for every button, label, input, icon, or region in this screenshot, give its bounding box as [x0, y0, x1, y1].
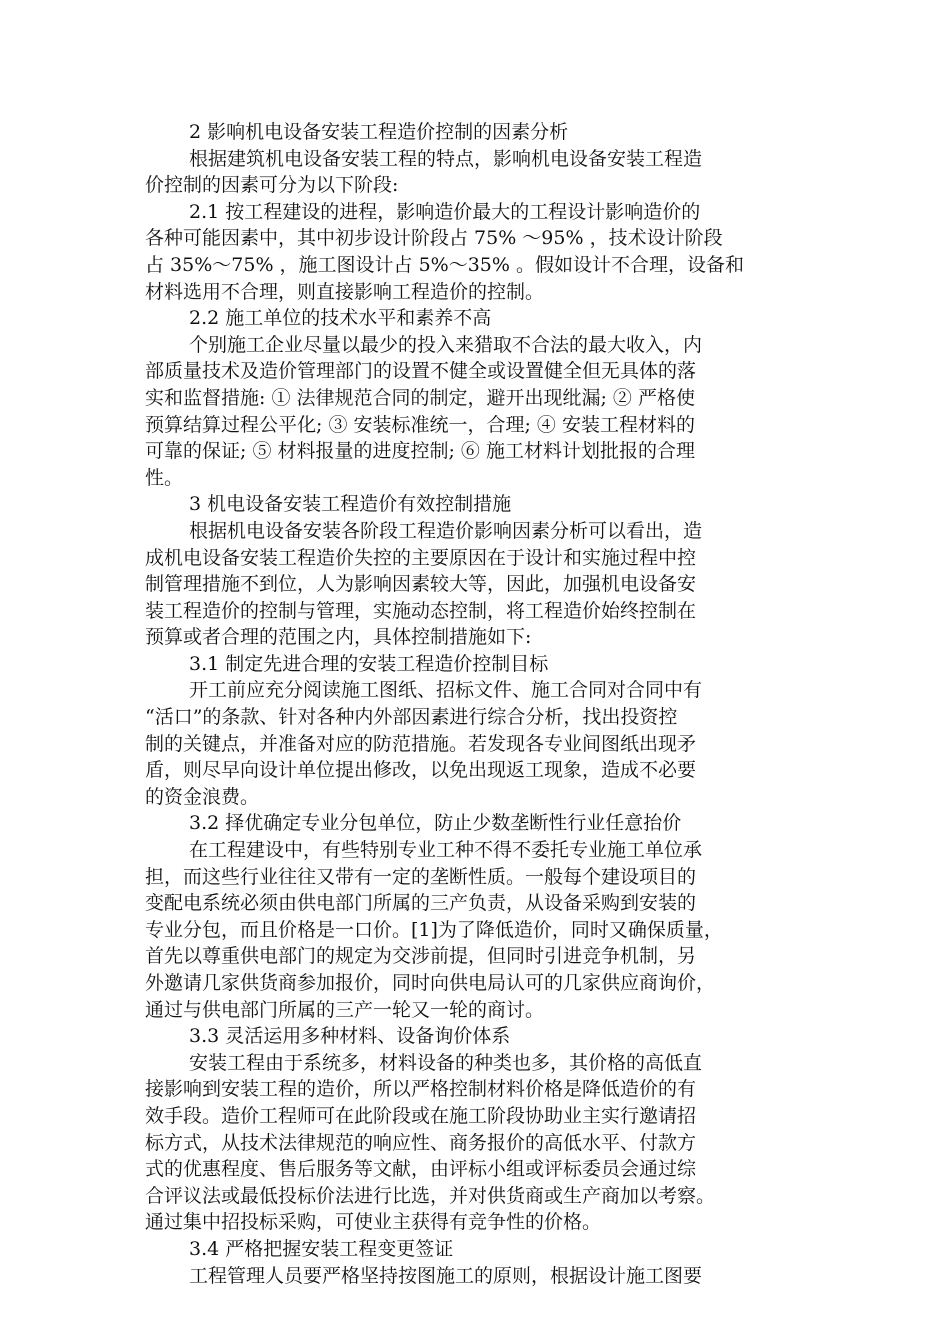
paragraph-line: 接影响到安装工程的造价，所以严格控制材料价格是降低造价的有	[145, 1078, 697, 1101]
paragraph-line: 可靠的保证; ⑤ 材料报量的进度控制; ⑥ 施工材料计划批报的合理	[145, 440, 695, 463]
paragraph-line: 实和监督措施: ① 法律规范合同的制定，避开出现纰漏; ② 严格使	[145, 386, 695, 409]
paragraph-line: 价控制的因素可分为以下阶段:	[145, 174, 399, 197]
paragraph-line: 制管理措施不到位，人为影响因素较大等，因此，加强机电设备安	[145, 573, 697, 596]
paragraph-line: 通过与供电部门所属的三产一轮又一轮的商讨。	[145, 998, 545, 1021]
section-heading: 2 影响机电设备安装工程造价控制的因素分析	[189, 121, 569, 143]
paragraph-line: 盾，则尽早向设计单位提出修改，以免出现返工现象，造成不必要	[145, 759, 697, 782]
subsection-heading: 3.4 严格把握安装工程变更签证	[189, 1237, 454, 1260]
paragraph-line: 装工程造价的控制与管理，实施动态控制，将工程造价始终控制在	[145, 599, 697, 622]
paragraph-line: 专业分包，而且价格是一口价。[1]为了降低造价，同时又确保质量，	[145, 918, 723, 941]
paragraph-line: 性。	[145, 466, 184, 489]
subsection-heading: 3.2 择优确定专业分包单位，防止少数垄断性行业任意抬价	[189, 812, 682, 835]
paragraph-line: 合评议法或最低投标价法进行比选，并对供货商或生产商加以考察。	[145, 1184, 716, 1207]
paragraph-line: “活口”的条款、针对各种内外部因素进行综合分析，找出投资控	[145, 706, 678, 729]
paragraph-line: 首先以尊重供电部门的规定为交涉前提，但同时引进竞争机制，另	[145, 945, 697, 968]
paragraph-line: 工程管理人员要严格坚持按图施工的原则，根据设计施工图要	[189, 1264, 703, 1287]
paragraph-line: 成机电设备安装工程造价失控的主要原因在于设计和实施过程中控	[145, 546, 697, 569]
subsection-heading: 3.3 灵活运用多种材料、设备询价体系	[189, 1025, 511, 1048]
paragraph-line: 变配电系统必须由供电部门所属的三产负责，从设备采购到安装的	[145, 892, 697, 915]
paragraph-line: 根据机电设备安装各阶段工程造价影响因素分析可以看出，造	[189, 519, 703, 542]
paragraph-line: 开工前应充分阅读施工图纸、招标文件、施工合同对合同中有	[189, 679, 703, 702]
paragraph-line: 根据建筑机电设备安装工程的特点，影响机电设备安装工程造	[189, 147, 703, 170]
paragraph-line: 制的关键点，并准备对应的防范措施。若发现各专业间图纸出现矛	[145, 732, 697, 755]
paragraph-line: 在工程建设中，有些特别专业工种不得不委托专业施工单位承	[189, 839, 703, 862]
paragraph-line: 预算结算过程公平化; ③ 安装标准统一，合理; ④ 安装工程材料的	[145, 413, 695, 436]
paragraph-line: 各种可能因素中，其中初步设计阶段占 75% ～95% ，技术设计阶段	[145, 227, 723, 250]
paragraph-line: 通过集中招投标采购，可使业主获得有竞争性的价格。	[145, 1211, 602, 1234]
section-heading: 3 机电设备安装工程造价有效控制措施	[189, 493, 512, 516]
paragraph-line: 安装工程由于系统多，材料设备的种类也多，其价格的高低直	[189, 1051, 703, 1074]
paragraph-line: 材料选用不合理，则直接影响工程造价的控制。	[145, 280, 545, 303]
paragraph-line: 预算或者合理的范围之内，具体控制措施如下:	[145, 626, 532, 649]
paragraph-line: 担，而这些行业往往又带有一定的垄断性质。一般每个建设项目的	[145, 865, 697, 888]
paragraph-line: 外邀请几家供货商参加报价，同时向供电局认可的几家供应商询价，	[145, 972, 716, 994]
paragraph-line: 部质量技术及造价管理部门的设置不健全或设置健全但无具体的落	[145, 360, 697, 383]
paragraph-line: 标方式，从技术法律规范的响应性、商务报价的高低水平、付款方	[145, 1131, 697, 1154]
paragraph-line: 效手段。造价工程师可在此阶段或在施工阶段协助业主实行邀请招	[145, 1104, 697, 1127]
paragraph-line: 个别施工企业尽量以最少的投入来猎取不合法的最大收入，内	[189, 333, 703, 356]
paragraph-line: 的资金浪费。	[145, 785, 260, 808]
paragraph-line: 2.1 按工程建设的进程，影响造价最大的工程设计影响造价的	[189, 200, 701, 223]
subsection-heading: 3.1 制定先进合理的安装工程造价控制目标	[189, 652, 549, 675]
document-body	[145, 119, 825, 1289]
paragraph-line: 式的优惠程度、售后服务等文献，由评标小组或评标委员会通过综	[145, 1158, 697, 1181]
subsection-heading: 2.2 施工单位的技术水平和素养不高	[189, 307, 492, 330]
paragraph-line: 占 35%～75% ，施工图设计占 5%～35% 。假如设计不合理，设备和	[145, 253, 744, 276]
